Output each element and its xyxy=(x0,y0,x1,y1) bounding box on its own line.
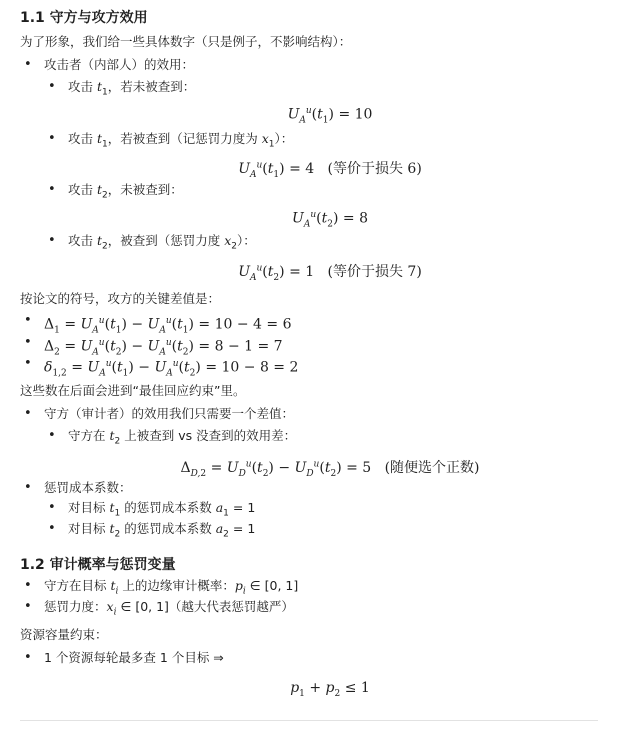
audit-probability: • 守方在目标 $t_i$ 上的边缘审计概率：$p_i$ ∈ [0, 1] xyxy=(44,577,298,601)
penalty-t1: • 对目标 $t_1$ 的惩罚成本系数 $a_1 = 1$ xyxy=(68,499,255,523)
section-title-1-2: 1.2 审计概率与惩罚变量 xyxy=(20,557,176,573)
penalty-variable: • 惩罚力度：$x_i$ ∈ [0, 1]（越大代表惩罚越严） xyxy=(44,598,294,622)
attack-t1-undetected: • 攻击 $t_1$，若未被查到： xyxy=(68,78,195,102)
delta-1: • $\Delta_1 = U_A^u(t_1) - U_A^u(t_1) = 10 - 4 = 6$ xyxy=(44,312,291,339)
equation-capacity: $p_1 + p_2 \le 1$ xyxy=(290,680,370,699)
equation-2: $U_A^u(t_1) = 4$ (等价于损失 6) xyxy=(238,160,422,180)
attack-t2-undetected: • 攻击 $t_2$，未被查到： xyxy=(68,181,183,205)
resource-constraint-label: 资源容量约束： xyxy=(20,627,108,642)
symbols-intro: 按论文的符号，攻方的关键差值是： xyxy=(20,291,221,306)
divider xyxy=(20,720,598,721)
penalty-item: • 惩罚成本系数： xyxy=(44,479,132,497)
defender-item: • 守方（审计者）的效用我们只需要一个差值： xyxy=(44,405,294,423)
equation-3: $U_A^u(t_2) = 8$ xyxy=(292,210,368,230)
equation-defender: $\Delta_{D,2} = U_D^u(t_2) - U_D^u(t_2) = 5$ (随便选个正数) xyxy=(180,459,480,479)
attacker-item: • 攻击者（内部人）的效用： xyxy=(44,56,194,74)
delta-12: • $\delta_{1,2} = U_A^u(t_1) - U_A^u(t_2) = 10 - 8 = 2$ xyxy=(44,355,298,382)
delta-2: • $\Delta_2 = U_A^u(t_2) - U_A^u(t_2) = 8 - 1 = 7$ xyxy=(44,334,283,361)
resource-item: • 1 个资源每轮最多查 1 个目标 ⇒ xyxy=(44,649,224,667)
section-title-1-1: 1.1 守方与攻方效用 xyxy=(20,10,148,26)
intro-text: 为了形象，我们给一些具体数字（只是例子，不影响结构）： xyxy=(20,34,352,49)
penalty-t2: • 对目标 $t_2$ 的惩罚成本系数 $a_2 = 1$ xyxy=(68,520,255,544)
equation-4: $U_A^u(t_2) = 1$ (等价于损失 7) xyxy=(238,263,422,283)
equation-1: $U_A^u(t_1) = 10$ xyxy=(287,106,373,126)
attack-t1-detected: • 攻击 $t_1$，若被查到（记惩罚力度为 $x_1$）： xyxy=(68,130,293,154)
later-note: 这些数在后面会进到“最佳回应约束”里。 xyxy=(20,383,246,398)
attack-t2-detected: • 攻击 $t_2$，被查到（惩罚力度 $x_2$）： xyxy=(68,232,256,256)
defender-diff: • 守方在 $t_2$ 上被查到 vs 没查到的效用差： xyxy=(68,427,296,451)
